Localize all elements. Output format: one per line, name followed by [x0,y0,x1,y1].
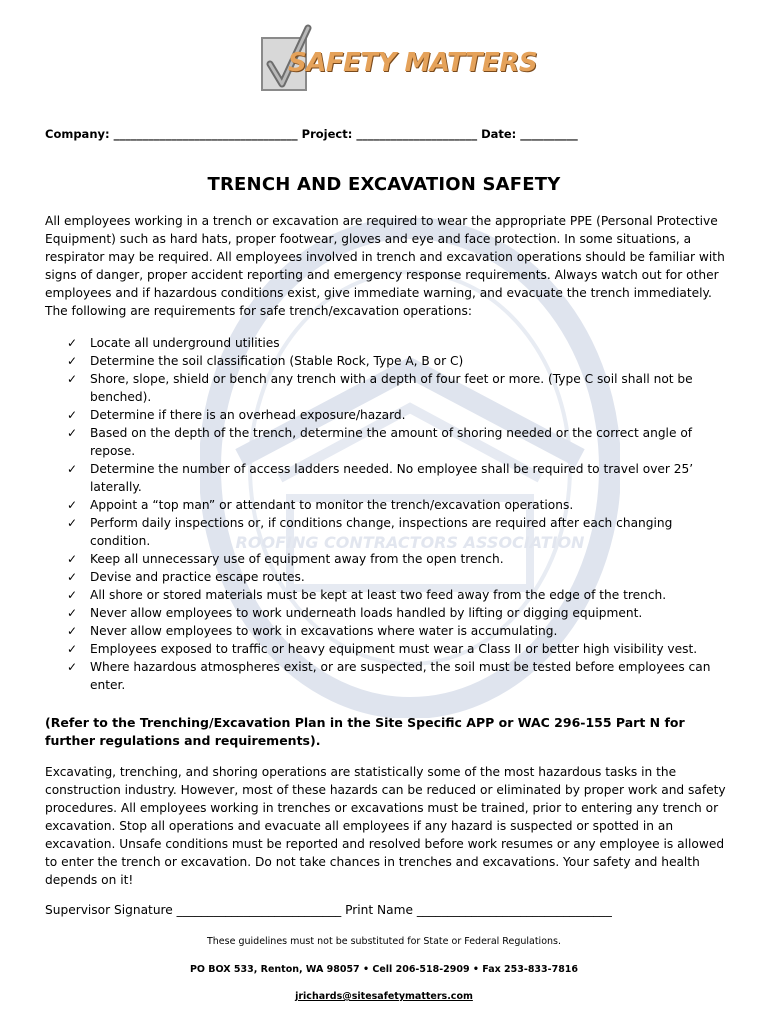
project-label: Project: [301,127,353,141]
regulation-note: These guidelines must not be substituted for State or Federal Regulations. [206,936,562,947]
check-icon: ✓ [67,408,78,422]
list-item: ✓ Where hazardous atmospheres exist, or are suspected, the soil must be tested before employees can enter. [67,660,711,692]
list-item: ✓ Determine the soil classification (Stable Rock, Type A, B or C) [67,354,464,368]
list-item: ✓ Appoint a “top man” or attendant to monitor the trench/excavation operations. [67,498,574,512]
contact-address: PO BOX 533, Renton, WA 98057 • Cell 206-518-2909 • Fax 253-833-7816 [189,964,579,975]
list-item: ✓ Devise and practice escape routes. [67,570,305,584]
email-link[interactable]: jrichards@sitesafetymatters.com [295,991,473,1002]
print-name-field[interactable]: ________________________________ [416,903,612,917]
signature-line [45,903,612,917]
supervisor-signature-field[interactable]: ___________________________ [176,903,342,917]
list-item: ✓ Never allow employees to work underneath loads handled by lifting or digging equipment. [67,606,643,620]
date-field[interactable]: __________ [520,127,578,141]
list-item: ✓ Based on the depth of the trench, determine the amount of shoring needed or the correct angle of repose. [67,426,693,458]
list-item: ✓ Keep all unnecessary use of equipment away from the open trench. [67,552,504,566]
company-label: Company: [45,127,110,141]
check-icon: ✓ [67,372,78,386]
list-item: ✓ Perform daily inspections or, if conditions change, inspections are required after each changing condition. [67,516,673,548]
supervisor-label: Supervisor Signature [45,903,173,917]
hazard-paragraph: Excavating, trenching, and shoring operations are statistically some of the most hazardous tasks in the construction industry. However, most of these hazards can be reduced or eliminated by proper work and safety procedures. All employees working in trenches or excavations must be trained, prior to entering any trench or excavation. Stop all operations and evacuate all employees if any hazard is suspected or spotted in an excavation. Unsafe conditions must be reported and resolved before work resumes or any employee is allowed to enter the trench or excavation. Do not take chances in trenches and excavations. Your safety and health depends on it! [45,765,726,887]
company-field[interactable]: ________________________________ [113,127,298,141]
check-icon: ✓ [67,624,78,638]
requirements-list [45,334,735,694]
check-icon: ✓ [67,354,78,368]
check-icon: ✓ [67,498,78,512]
watermark-text: ROOFING CONTRACTORS ASSOCIATION [235,533,585,552]
check-icon: ✓ [67,426,78,440]
check-icon: ✓ [67,660,78,674]
logo-text: SAFETY MATTERS [288,48,538,78]
list-item: ✓ Determine the number of access ladders needed. No employee shall be required to travel over 25’ laterally. [67,462,694,494]
refer-note: (Refer to the Trenching/Excavation Plan in the Site Specific APP or WAC 296-155 Part N for further regulations and requirements). [45,715,685,748]
print-name-label: Print Name [345,903,413,917]
list-item: ✓ Shore, slope, shield or bench any trench with a depth of four feet or more. (Type C soil shall not be benched). [67,372,693,404]
check-icon: ✓ [67,570,78,584]
check-icon: ✓ [67,552,78,566]
list-item: ✓ All shore or stored materials must be kept at least two feed away from the edge of the trench. [67,588,667,602]
project-field[interactable]: _____________________ [356,127,478,141]
date-label: Date: [481,127,517,141]
list-item: ✓ Locate all underground utilities [67,336,280,350]
intro-paragraph: All employees working in a trench or excavation are required to wear the appropriate PPE (Personal Protective Equipment) such as hard hats, proper footwear, gloves and eye and face protection. In some situations, a respirator may be required. All employees involved in trench and excavation operations should be familiar with signs of danger, proper accident reporting and emergency response requirements. Always watch out for other employees and if hazardous conditions exist, give immediate warning, and evacuate the trench immediately. The following are requirements for safe trench/excavation operations: [45,214,725,318]
check-icon: ✓ [67,588,78,602]
check-icon: ✓ [67,606,78,620]
header-fields [45,127,578,141]
list-item: ✓ Never allow employees to work in excavations where water is accumulating. [67,624,558,638]
check-icon: ✓ [67,336,78,350]
list-item: ✓ Determine if there is an overhead exposure/hazard. [67,408,406,422]
check-icon: ✓ [67,462,78,476]
list-item: ✓ Employees exposed to traffic or heavy equipment must wear a Class II or better high visibility vest. [67,642,698,656]
check-icon: ✓ [67,516,78,530]
page-title: TRENCH AND EXCAVATION SAFETY [207,174,561,195]
check-icon: ✓ [67,642,78,656]
